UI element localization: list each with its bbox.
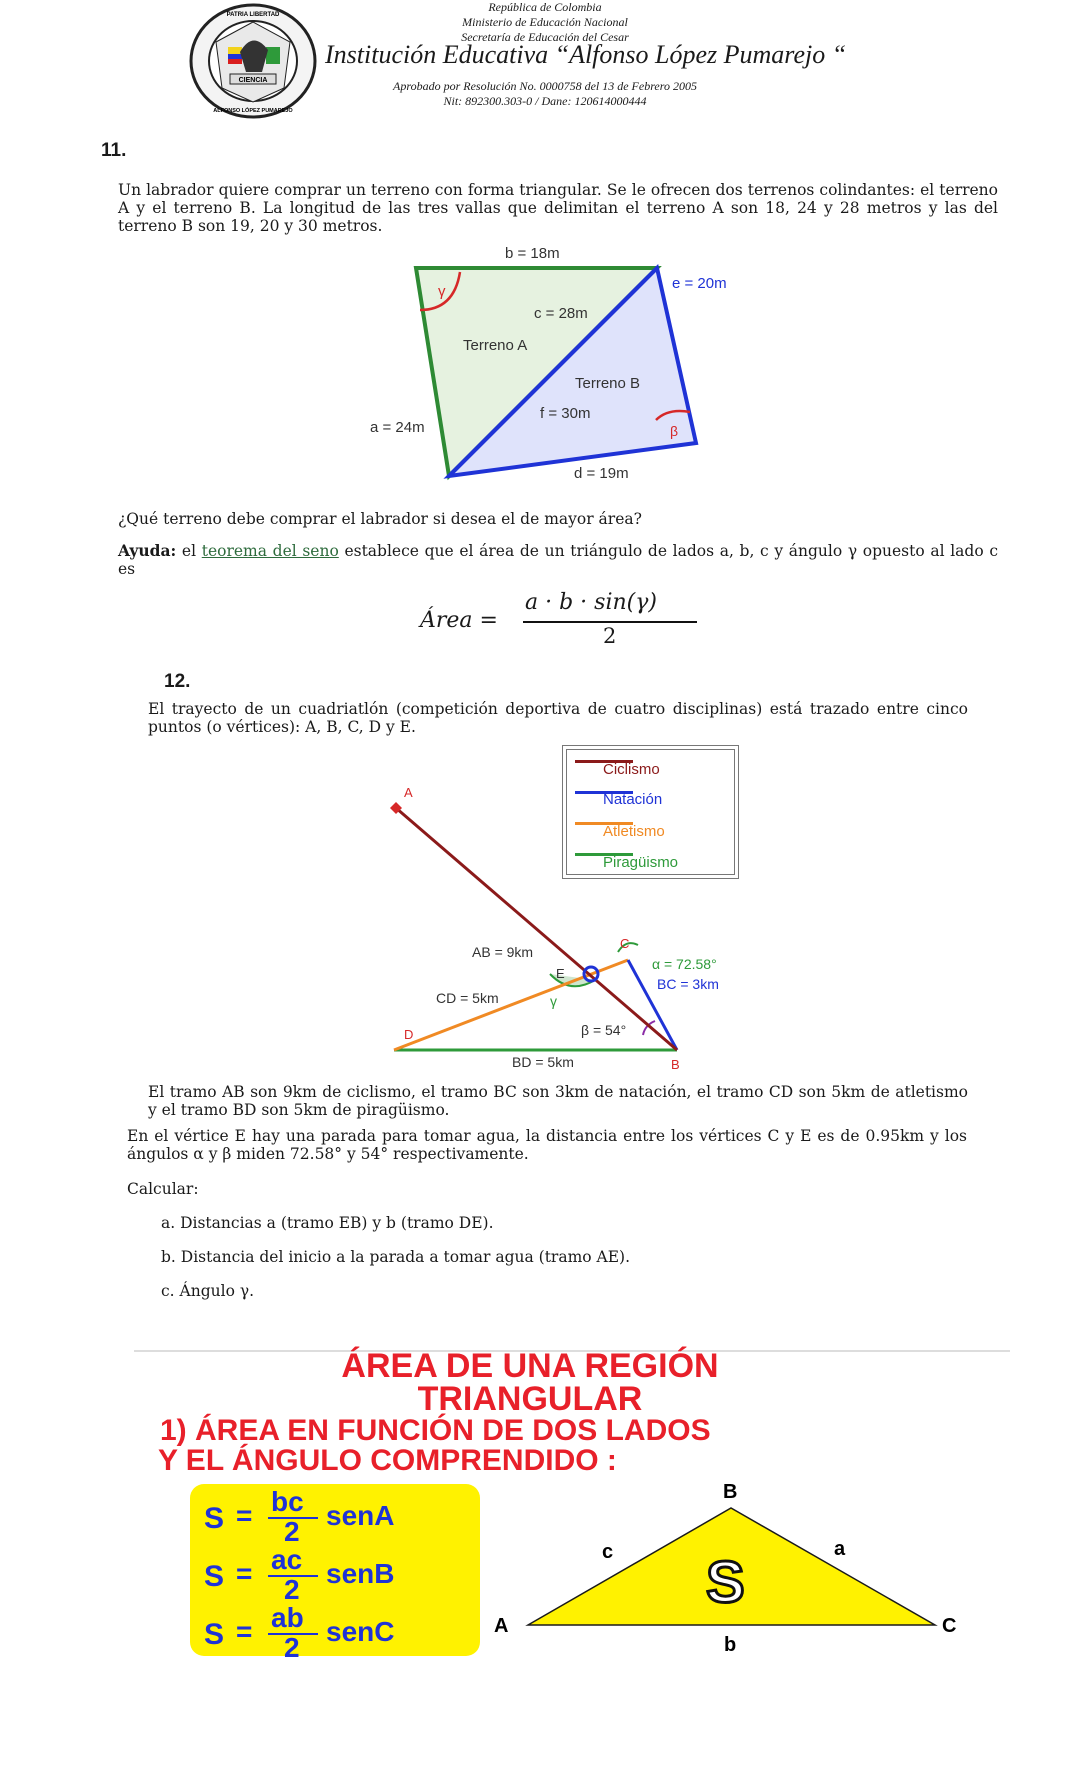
formula-denominator: 2: [603, 624, 617, 648]
formula-fn: senA: [326, 1500, 395, 1531]
side-a-label: a = 24m: [370, 419, 425, 436]
calculate-label: Calcular:: [127, 1180, 199, 1198]
exercise-11-number: 11.: [101, 140, 127, 161]
calc-item-a: a. Distancias a (tramo EB) y b (tramo DE).: [161, 1214, 494, 1232]
segment-bc-label: BC = 3km: [657, 976, 719, 992]
seal-ring-bottom: ALFONSO LÓPEZ PUMAREJO: [213, 108, 293, 114]
formula-eq: =: [236, 1500, 253, 1531]
legend-label: Atletismo: [603, 823, 665, 840]
gamma-label: γ: [438, 283, 446, 300]
hint-pre: el: [176, 542, 202, 560]
beta-label: β: [670, 423, 679, 439]
formula-lhs: Área =: [420, 608, 498, 633]
formula-eq: =: [236, 1616, 253, 1647]
vertex-a-label: A: [494, 1615, 509, 1637]
formula-s: S: [204, 1618, 225, 1651]
formula-numerator: a · b · sin(γ): [525, 590, 657, 615]
vertex-b-label: B: [723, 1481, 738, 1503]
exercise-12-text2: En el vértice E hay una parada para tomar agua, la distancia entre los vértices C y E es de 0.95km y los ángulos α y β miden 72.58° y 54° respectivamente.: [127, 1127, 967, 1163]
segment-bd-label: BD = 5km: [512, 1054, 574, 1070]
seal-ring-top: PATRIA LIBERTAD: [226, 12, 280, 18]
formula-num: bc: [271, 1486, 304, 1517]
seal-banner: CIENCIA: [238, 77, 268, 84]
area-title-1: ÁREA DE UNA REGIÓN: [341, 1347, 719, 1385]
school-name: Institución Educativa “Alfonso López Pumarejo “: [325, 40, 847, 69]
triathlon-figure: [380, 775, 760, 1075]
hint-text: establece que el área de un triángulo de lados a, b, c y ángulo γ opuesto al lado c es: [118, 542, 999, 578]
header-republic: República de Colombia: [488, 0, 602, 14]
legend-item-ciclismo: [575, 760, 660, 778]
formula-num: ac: [271, 1544, 303, 1575]
formula-fn: senC: [326, 1616, 395, 1647]
exercise-11-question: ¿Qué terreno debe comprar el labrador si desea el de mayor área?: [118, 510, 642, 528]
gamma-label: γ: [550, 993, 557, 1009]
terrain-b-label: Terreno B: [575, 375, 641, 392]
exercise-12-statement: El trayecto de un cuadriatlón (competición deportiva de cuatro disciplinas) está trazado entre cinco puntos (o vértices): A, B, C, D y E.: [148, 700, 968, 736]
vertex-c-label: C: [620, 936, 630, 951]
area-subtitle-1: 1) ÁREA EN FUNCIÓN DE DOS LADOS: [160, 1414, 711, 1447]
exercise-12-number: 12.: [164, 671, 191, 692]
area-formula: [420, 590, 740, 650]
formula-row-b: [204, 1544, 474, 1605]
header-ministry: Ministerio de Educación Nacional: [462, 15, 628, 29]
calc-item-b: b. Distancia del inicio a la parada a tomar agua (tramo AE).: [161, 1248, 631, 1266]
formula-den: 2: [284, 1632, 300, 1663]
vertex-a-label: A: [404, 785, 413, 800]
vertex-e-label: E: [556, 966, 565, 981]
side-f-label: f = 30m: [540, 405, 591, 422]
side-b-label: b = 18m: [505, 245, 560, 262]
side-d-label: d = 19m: [574, 465, 629, 482]
formula-box: [190, 1484, 480, 1663]
formula-den: 2: [284, 1516, 300, 1547]
side-e-label: e = 20m: [672, 275, 727, 292]
side-b-label: b: [724, 1634, 737, 1655]
formula-fraction-bar: [523, 621, 697, 623]
sine-theorem-link[interactable]: teorema del seno: [201, 542, 339, 560]
exercise-11-statement: Un labrador quiere comprar un terreno con forma triangular. Se le ofrecen dos terrenos colindantes: el terreno A y el terreno B. La longitud de las tres vallas que delimitan el terreno A son 18, 24 y 28 metros y las del terreno B son 19, 20 y 30 metros.: [118, 181, 998, 235]
terrain-a-label: Terreno A: [463, 337, 528, 354]
legend-label: Natación: [603, 791, 663, 808]
area-subtitle-2: Y EL ÁNGULO COMPRENDIDO :: [158, 1444, 617, 1477]
alpha-label: α = 72.58°: [652, 956, 717, 972]
formula-s: S: [204, 1502, 225, 1535]
segment-ab-label: AB = 9km: [472, 944, 534, 960]
exercise-11-hint: [118, 542, 998, 578]
formula-num: ab: [271, 1602, 304, 1633]
header-resolution: Aprobado por Resolución No. 0000758 del 13 de Febrero 2005: [393, 79, 697, 93]
header-secretary: Secretaría de Educación del Cesar: [461, 30, 629, 44]
terrain-figure: [360, 240, 760, 500]
formula-den: 2: [284, 1574, 300, 1605]
area-symbol: S: [706, 1550, 745, 1615]
header-nit: Nit: 892300.303-0 / Dane: 120614000444: [443, 94, 647, 108]
vertex-c-label: C: [942, 1615, 957, 1637]
vertex-b-label: B: [671, 1057, 680, 1072]
formula-row-c: [204, 1602, 474, 1663]
segment-cd-label: CD = 5km: [436, 990, 499, 1006]
side-c-label: c = 28m: [534, 305, 588, 322]
hint-label: Ayuda:: [118, 541, 177, 560]
formula-fn: senB: [326, 1558, 395, 1589]
area-triangle: [488, 1480, 988, 1655]
exercise-12-text1: El tramo AB son 9km de ciclismo, el tramo BC son 3km de natación, el tramo CD son 5km de atletismo y el tramo BD son 5km de piragüismo.: [148, 1083, 968, 1119]
vertex-d-label: D: [404, 1027, 414, 1042]
formula-s: S: [204, 1560, 225, 1593]
calc-item-c: c. Ángulo γ.: [161, 1282, 255, 1300]
area-title-2: TRIANGULAR: [417, 1380, 643, 1418]
side-c-label: c: [602, 1541, 614, 1563]
formula-row-a: [204, 1486, 474, 1547]
legend-label: Ciclismo: [603, 761, 660, 778]
side-a-label: a: [834, 1538, 846, 1560]
formula-eq: =: [236, 1558, 253, 1589]
beta-label: β = 54°: [581, 1022, 627, 1038]
legend-label: Piragüismo: [603, 854, 679, 871]
